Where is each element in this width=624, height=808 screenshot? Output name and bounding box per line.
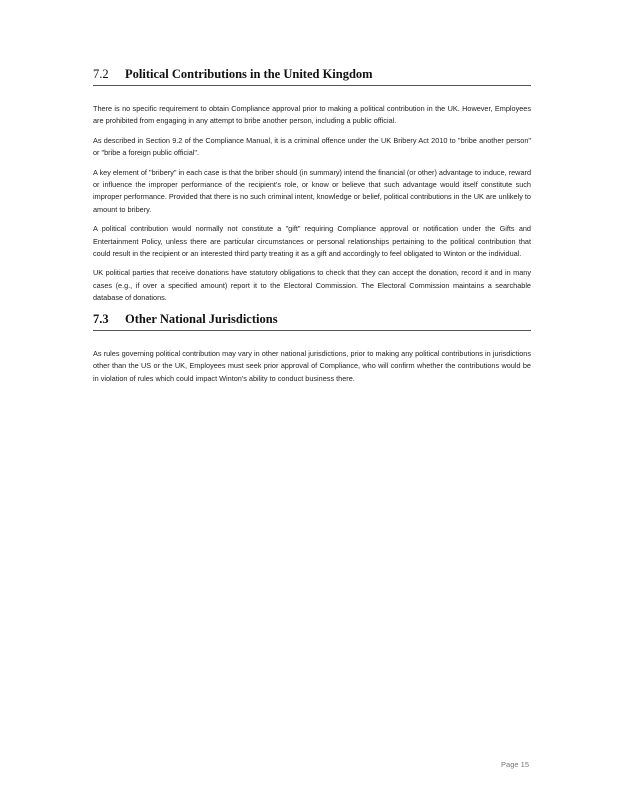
paragraph: A key element of "bribery" in each case is that the briber should (in summary) intend the financial (or other) advantage to induce, reward or influence the improper performance of the recipient's role, or know or believe that such advantage would itself constitute such improper performance. Provided that there is no such criminal intent, knowledge or belief, political contributions in the UK are unlikely to amount to bribery. — [93, 167, 531, 214]
paragraph: UK political parties that receive donations have statutory obligations to check that they can accept the donation, record it and in many cases (e.g., if over a specified amount) report it to the Electoral Commission. The Electoral Commission maintains a searchable database of donations. — [93, 268, 531, 303]
section-title: Other National Jurisdictions — [125, 312, 278, 326]
section-heading — [93, 312, 531, 331]
section-number: 7.2 — [93, 67, 109, 81]
page-number: Page 15 — [501, 760, 529, 769]
paragraph: A political contribution would normally not constitute a "gift" requiring Compliance approval or notification under the Gifts and Entertainment Policy, unless there are particular circumstances or personal relationships pertaining to the political contribution that could result in the recipient or an interested third party treating it as a gift and accordingly to feel obligated to Winton or the individual. — [93, 224, 531, 259]
paragraph: There is no specific requirement to obtain Compliance approval prior to making a political contribution in the UK. However, Employees are prohibited from engaging in any attempt to bribe another person, including a public official. — [93, 104, 531, 126]
section-7-2 — [93, 67, 531, 312]
paragraph: As described in Section 9.2 of the Compliance Manual, it is a criminal offence under the UK Bribery Act 2010 to "bribe another person" or "bribe a foreign public official". — [93, 135, 531, 158]
section-title: Political Contributions in the United Kingdom — [125, 67, 373, 81]
section-number: 7.3 — [93, 312, 109, 326]
section-7-3 — [93, 312, 531, 392]
paragraph: As rules governing political contribution may vary in other national jurisdictions, prior to making any political contributions in jurisdictions other than the US or the UK, Employees must seek prior approval of Compliance, who will confirm whether the contributions would be in violation of rules which could impact Winton's ability to conduct business there. — [93, 349, 531, 383]
section-heading — [93, 67, 531, 86]
